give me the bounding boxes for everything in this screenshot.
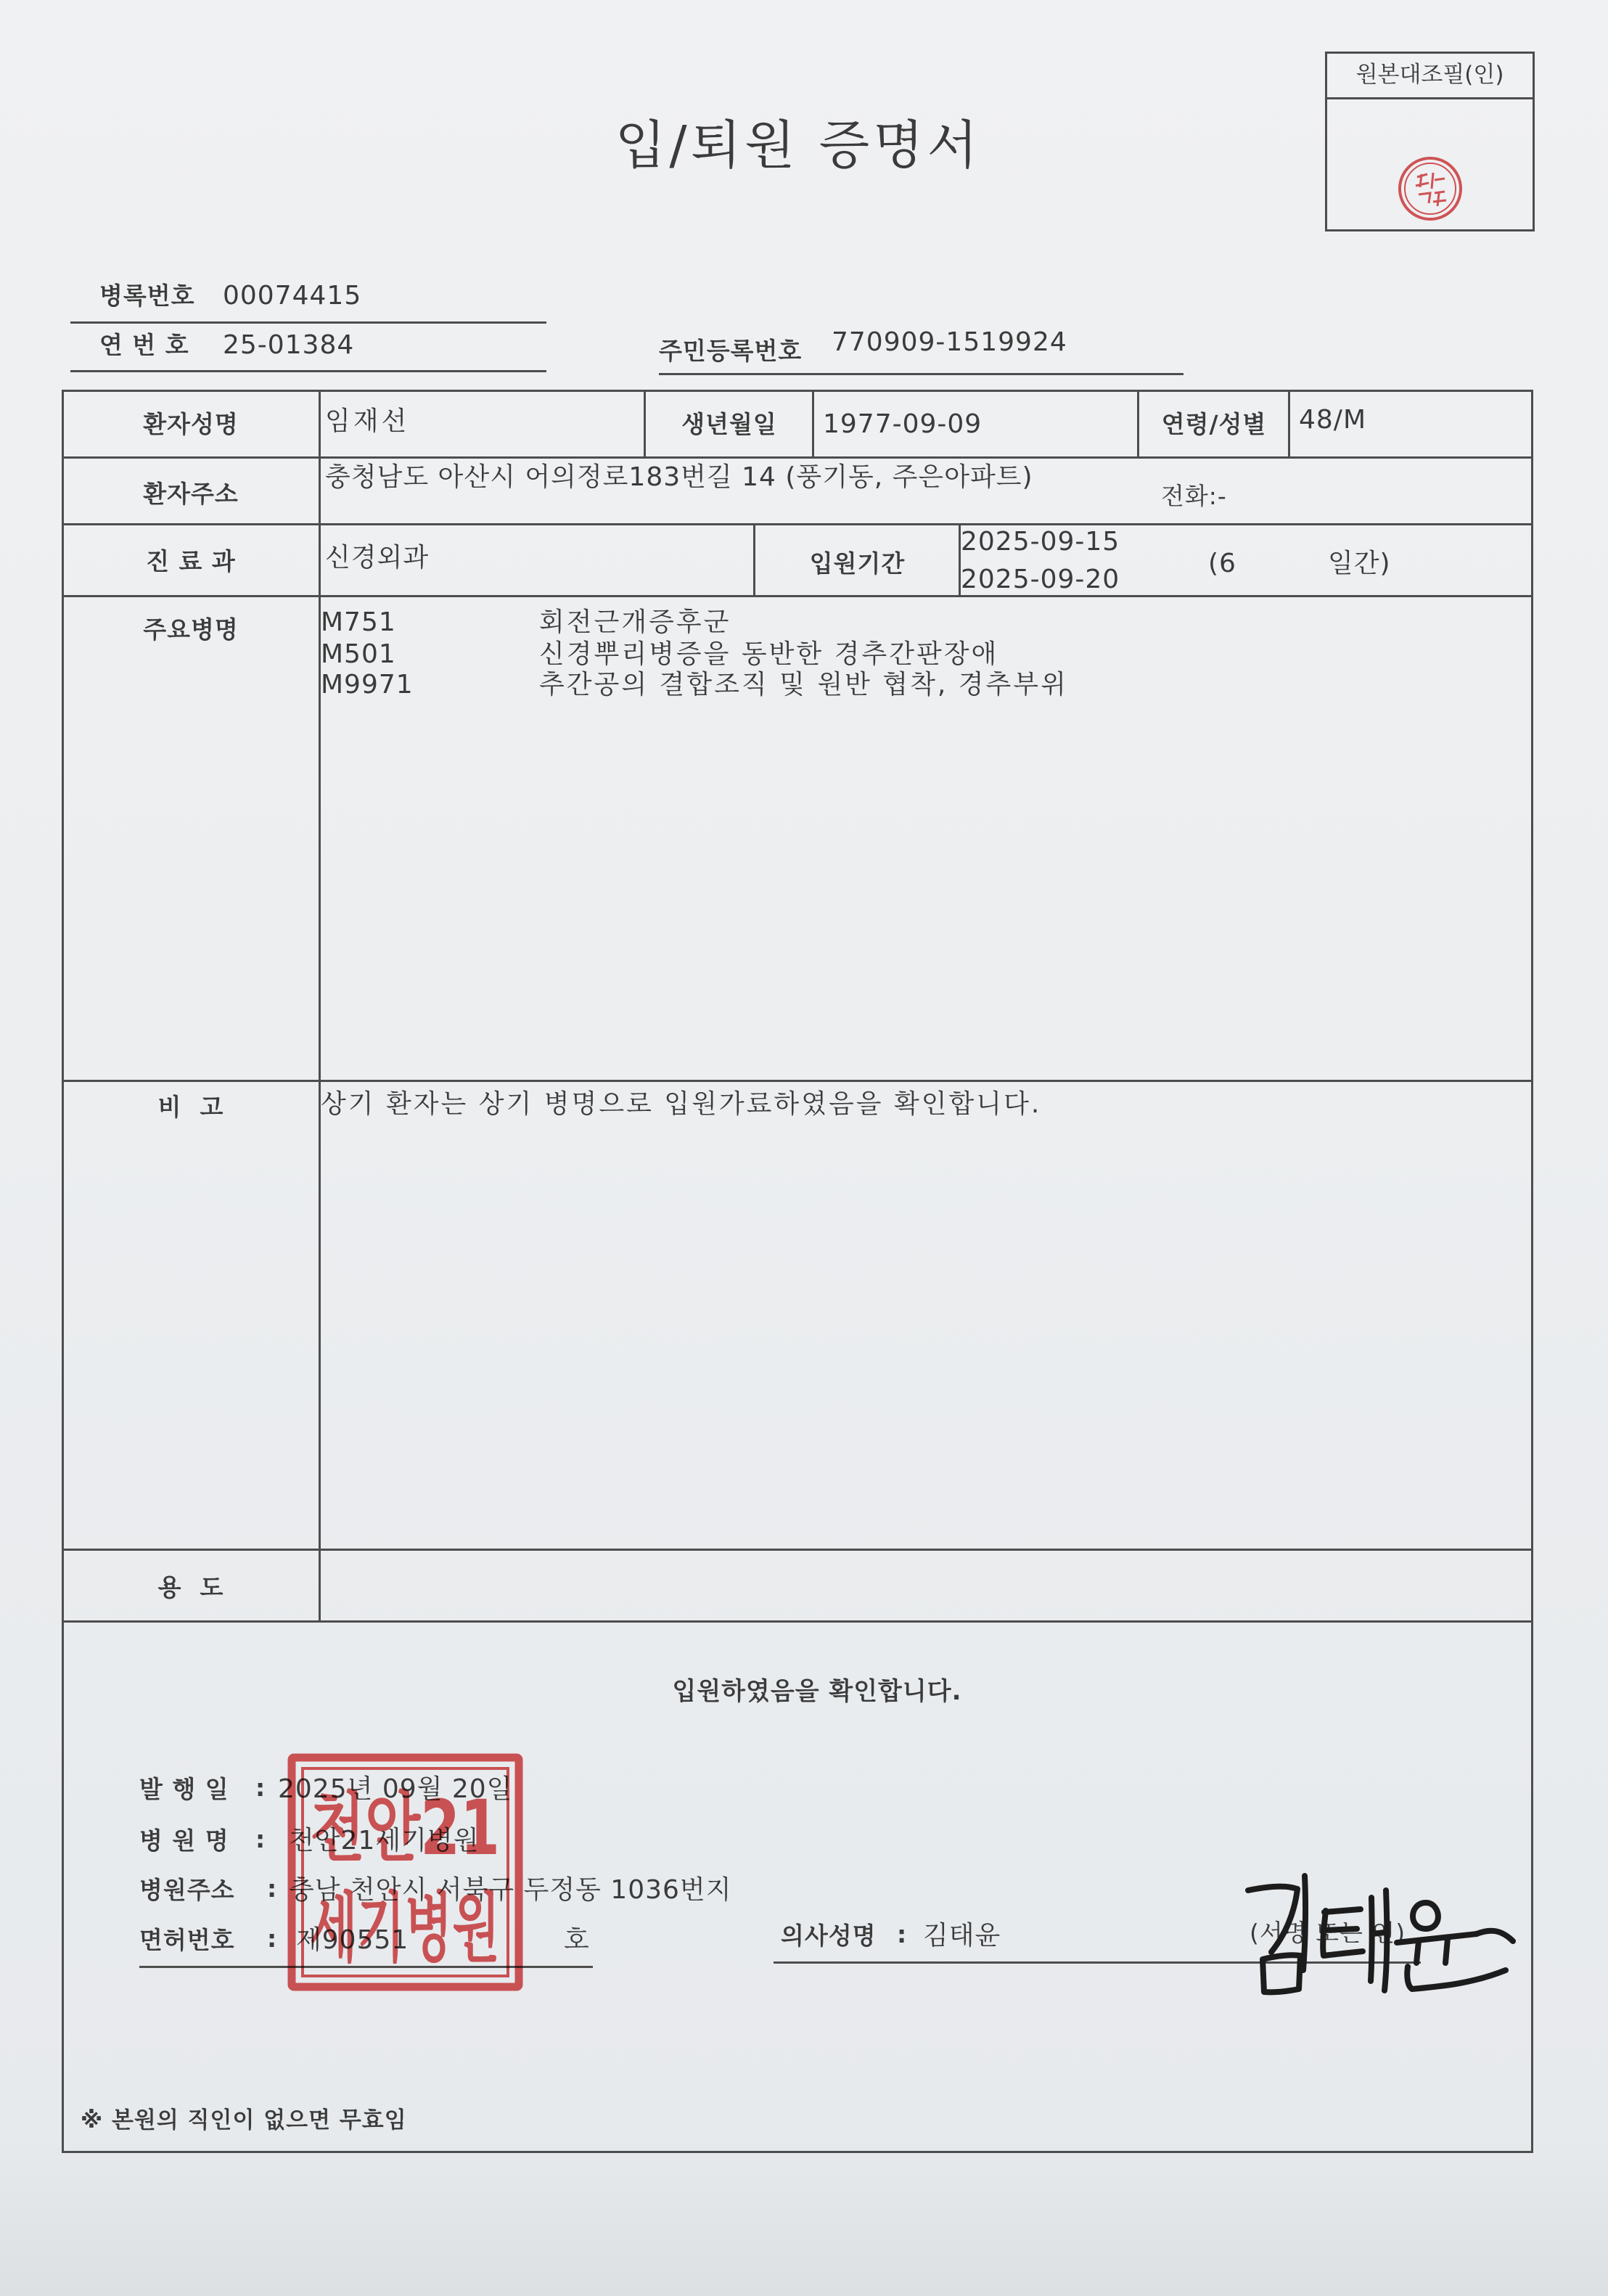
license-number-label: 면허번호 bbox=[139, 1926, 235, 1954]
hospital-name-value: 천안21세기병원 bbox=[289, 1826, 480, 1856]
birth-date-value: 1977-09-09 bbox=[823, 409, 983, 439]
record-number-value: 00074415 bbox=[223, 281, 362, 311]
admission-start-date: 2025-09-15 bbox=[961, 527, 1120, 557]
purpose-label: 용 도 bbox=[157, 1573, 224, 1602]
table-rule bbox=[62, 456, 1533, 459]
remarks-label: 비 고 bbox=[157, 1093, 224, 1121]
admission-period-label: 입원기간 bbox=[809, 549, 906, 578]
diagnosis-code: M751 bbox=[321, 607, 396, 637]
admission-days-count: (6 bbox=[1208, 549, 1236, 578]
remarks-text: 상기 환자는 상기 병명으로 입원가료하였음을 확인합니다. bbox=[321, 1089, 1042, 1119]
doctor-signature bbox=[1234, 1861, 1524, 1999]
patient-address-value: 충청남도 아산시 어의정로183번길 14 (풍기동, 주은아파트) bbox=[325, 462, 1033, 492]
issue-date-colon: : bbox=[255, 1774, 266, 1802]
serial-number-label: 연 번 호 bbox=[99, 331, 189, 359]
issue-date-value: 2025년 09월 20일 bbox=[278, 1774, 513, 1804]
hospital-address-colon: : bbox=[267, 1874, 278, 1903]
verification-seal-icon bbox=[1394, 152, 1467, 225]
license-number-value: 제90551 bbox=[296, 1925, 409, 1955]
license-number-colon: : bbox=[267, 1924, 278, 1953]
license-number-suffix: 호 bbox=[564, 1925, 590, 1955]
hospital-seal bbox=[287, 1752, 524, 1992]
diagnoses-list bbox=[321, 607, 1525, 708]
table-rule bbox=[319, 390, 321, 1621]
table-rule bbox=[1137, 390, 1139, 457]
hospital-name-label: 병 원 명 bbox=[139, 1826, 229, 1855]
age-sex-value: 48/M bbox=[1299, 404, 1366, 435]
patient-name-value: 임재선 bbox=[325, 406, 410, 436]
patient-address-label: 환자주소 bbox=[143, 479, 239, 508]
patient-phone: 전화:- bbox=[1161, 482, 1227, 510]
age-sex-label: 연령/성별 bbox=[1161, 409, 1267, 438]
patient-name-label: 환자성명 bbox=[143, 409, 239, 438]
original-verified-label: 원본대조필(인) bbox=[1327, 54, 1533, 99]
diagnosis-name: 추간공의 결합조직 및 원반 협착, 경추부위 bbox=[539, 670, 1068, 700]
hospital-address-label: 병원주소 bbox=[139, 1876, 235, 1904]
record-number-label: 병록번호 bbox=[99, 282, 195, 310]
diagnosis-name: 회전근개증후군 bbox=[539, 607, 731, 637]
footer-note: ※ 본원의 직인이 없으면 무효임 bbox=[81, 2107, 407, 2133]
hospital-address-value: 충남 천안시 서북구 두정동 1036번지 bbox=[289, 1875, 732, 1905]
table-rule bbox=[62, 1080, 1533, 1082]
serial-number-value: 25-01384 bbox=[223, 330, 355, 360]
resident-number-underline bbox=[659, 373, 1184, 375]
doctor-name-label: 의사성명 bbox=[781, 1922, 877, 1950]
issue-date-label: 발 행 일 bbox=[139, 1775, 229, 1803]
record-number-underline bbox=[70, 321, 546, 324]
hospital-seal-line: 세기병원 bbox=[310, 1884, 500, 1972]
hospital-name-colon: : bbox=[255, 1825, 266, 1853]
diagnoses-label: 주요병명 bbox=[143, 615, 239, 644]
table-rule bbox=[753, 524, 755, 596]
diagnosis-name: 신경뿌리병증을 동반한 경추간판장애 bbox=[539, 639, 999, 669]
diagnosis-code: M9971 bbox=[321, 670, 414, 700]
admission-days-unit: 일간) bbox=[1328, 549, 1391, 578]
diagnosis-code: M501 bbox=[321, 639, 396, 669]
table-rule bbox=[1288, 390, 1290, 457]
doctor-name-colon: : bbox=[897, 1920, 908, 1948]
table-rule bbox=[812, 390, 814, 457]
resident-number-value: 770909-1519924 bbox=[832, 327, 1067, 357]
confirmation-statement: 입원하였음을 확인합니다. bbox=[672, 1677, 962, 1706]
table-rule bbox=[644, 390, 646, 457]
department-value: 신경외과 bbox=[325, 543, 430, 573]
original-verified-box bbox=[1325, 52, 1535, 231]
hospital-seal-line: 천안21 bbox=[310, 1784, 500, 1872]
resident-number-label: 주민등록번호 bbox=[659, 337, 803, 365]
birth-date-label: 생년월일 bbox=[681, 409, 777, 438]
admission-end-date: 2025-09-20 bbox=[961, 565, 1120, 594]
department-label: 진 료 과 bbox=[146, 546, 236, 575]
page-title: 입/퇴원 증명서 bbox=[615, 115, 982, 176]
serial-number-underline bbox=[70, 370, 546, 372]
signature-note: (서명 또는 인) bbox=[1250, 1919, 1406, 1947]
table-rule bbox=[62, 1549, 1533, 1551]
doctor-name-value: 김태윤 bbox=[923, 1921, 1001, 1951]
